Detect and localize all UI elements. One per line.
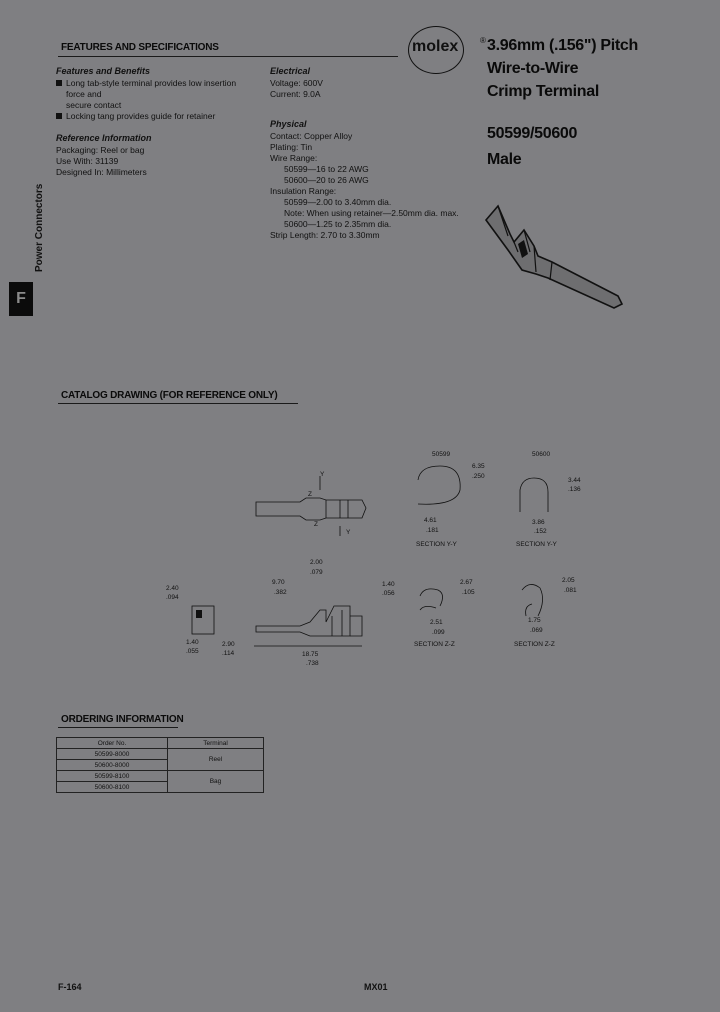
physical-contact: Contact: Copper Alloy (270, 131, 353, 141)
features-section-title: FEATURES AND SPECIFICATIONS (61, 42, 219, 53)
section-zz-50600 (522, 584, 543, 616)
physical-lines (270, 131, 470, 241)
dim-2.05: 2.05 (562, 577, 575, 584)
dim-2.90: 2.90 (222, 641, 235, 648)
ordering-header-row (57, 738, 264, 749)
title-line-3: Crimp Terminal (487, 83, 599, 100)
gender-label: Male (487, 151, 522, 168)
part-numbers: 50599/50600 (487, 125, 578, 142)
reference-packaging: Packaging: Reel or bag (56, 145, 145, 155)
dim-.250: .250 (472, 473, 485, 480)
dim-3.44: 3.44 (568, 477, 581, 484)
type-bag: Bag (168, 771, 264, 793)
end-view-detail (196, 610, 202, 618)
section-zz-label-b: SECTION Z-Z (514, 641, 555, 648)
dim-2.00: 2.00 (310, 559, 323, 566)
reference-designed-in: Designed In: Millimeters (56, 167, 147, 177)
title-line-2: Wire-to-Wire (487, 60, 579, 77)
end-view (192, 606, 214, 634)
dim-1.40b: 1.40 (186, 639, 199, 646)
product-title (487, 34, 638, 103)
side-tab-letter: F (9, 282, 33, 316)
physical-strip-length: Strip Length: 2.70 to 3.30mm (270, 230, 380, 240)
ordering-rule (58, 727, 178, 728)
dim-9.70: 9.70 (272, 579, 285, 586)
table-row (57, 749, 264, 760)
order-no-4: 50600-8100 (57, 782, 168, 793)
feature-item-1: Long tab-style terminal provides low insertion force and (56, 78, 256, 100)
brand-name: molex (412, 38, 459, 55)
terminal-illustration (478, 200, 638, 320)
dim-4.61: 4.61 (424, 517, 437, 524)
reference-heading: Reference Information (56, 133, 152, 143)
dim-.069: .069 (530, 627, 543, 634)
order-no-3: 50599-8100 (57, 771, 168, 782)
section-zz-50599 (420, 589, 443, 610)
dim-.079: .079 (310, 569, 323, 576)
section-zz-label-a: SECTION Z-Z (414, 641, 455, 648)
reference-use-with: Use With: 31139 (56, 156, 119, 166)
dim-.114: .114 (222, 650, 235, 657)
dim-3.86: 3.86 (532, 519, 545, 526)
dim-1.40: 1.40 (382, 581, 395, 588)
terminal-bottom-detail (332, 610, 362, 636)
terminal-bottom-view (256, 606, 350, 636)
section-yy-50599 (418, 466, 460, 504)
dim-6.35: 6.35 (472, 463, 485, 470)
dim-.181: .181 (426, 527, 439, 534)
label-y-bottom: Y (346, 529, 351, 536)
order-no-1: 50599-8000 (57, 749, 168, 760)
dim-18.75: 18.75 (302, 651, 319, 658)
ordering-table (56, 737, 264, 793)
dim-.081: .081 (564, 587, 577, 594)
order-no-2: 50600-8000 (57, 760, 168, 771)
header-rule (58, 56, 398, 57)
dim-2.40: 2.40 (166, 585, 179, 592)
electrical-lines (270, 78, 323, 100)
physical-wire-range: Wire Range: (270, 153, 318, 163)
physical-wire-50600: 50600—20 to 26 AWG (284, 175, 369, 185)
terminal-side-detail (326, 500, 348, 518)
dim-.105: .105 (462, 589, 475, 596)
feature-item-1-cont: secure contact (66, 100, 122, 110)
physical-insulation-50600: 50600—1.25 to 2.35mm dia. (284, 219, 392, 229)
dim-1.75: 1.75 (528, 617, 541, 624)
ordering-heading: ORDERING INFORMATION (61, 714, 184, 725)
dim-2.67: 2.67 (460, 579, 473, 586)
col-label-50599: 50599 (432, 451, 451, 458)
side-tab-label: Power Connectors (34, 183, 45, 272)
dim-.738: .738 (306, 660, 319, 667)
terminal-side-view (256, 498, 366, 520)
table-row (57, 771, 264, 782)
footer-code: MX01 (364, 982, 388, 992)
features-list (56, 78, 256, 122)
catalog-heading: CATALOG DRAWING (FOR REFERENCE ONLY) (61, 390, 278, 401)
dim-2.51: 2.51 (430, 619, 443, 626)
dim-.056: .056 (382, 590, 395, 597)
electrical-heading: Electrical (270, 66, 311, 76)
dim-.136: .136 (568, 486, 581, 493)
dim-.094: .094 (166, 594, 179, 601)
physical-heading: Physical (270, 119, 307, 129)
feature-item-2: Locking tang provides guide for retainer (56, 111, 256, 122)
physical-plating: Plating: Tin (270, 142, 313, 152)
electrical-current: Current: 9.0A (270, 89, 321, 99)
dim-.099: .099 (432, 629, 445, 636)
section-yy-label-a: SECTION Y-Y (416, 541, 457, 548)
physical-insulation-note: Note: When using retainer—2.50mm dia. max. (284, 208, 459, 218)
dim-.382: .382 (274, 589, 287, 596)
electrical-voltage: Voltage: 600V (270, 78, 323, 88)
catalog-drawing (150, 440, 610, 680)
label-z-left: Z (308, 491, 312, 498)
dim-.152: .152 (534, 528, 547, 535)
type-reel: Reel (168, 749, 264, 771)
section-yy-50600 (520, 478, 548, 512)
title-line-1: 3.96mm (.156") Pitch (487, 37, 638, 54)
dim-.055: .055 (186, 648, 199, 655)
physical-wire-50599: 50599—16 to 22 AWG (284, 164, 369, 174)
label-z-bottom: Z (314, 521, 318, 528)
section-yy-label-b: SECTION Y-Y (516, 541, 557, 548)
physical-insulation-50599: 50599—2.00 to 3.40mm dia. (284, 197, 392, 207)
col-order-no: Order No. (57, 738, 168, 749)
physical-insulation-range: Insulation Range: (270, 186, 337, 196)
catalog-rule (58, 403, 298, 404)
col-terminal: Terminal (168, 738, 264, 749)
reference-lines (56, 145, 147, 178)
footer-page-number: F-164 (58, 982, 82, 992)
col-label-50600: 50600 (532, 451, 551, 458)
features-heading: Features and Benefits (56, 66, 151, 76)
registered-mark: ® (480, 36, 486, 45)
label-y-top: Y (320, 471, 325, 478)
